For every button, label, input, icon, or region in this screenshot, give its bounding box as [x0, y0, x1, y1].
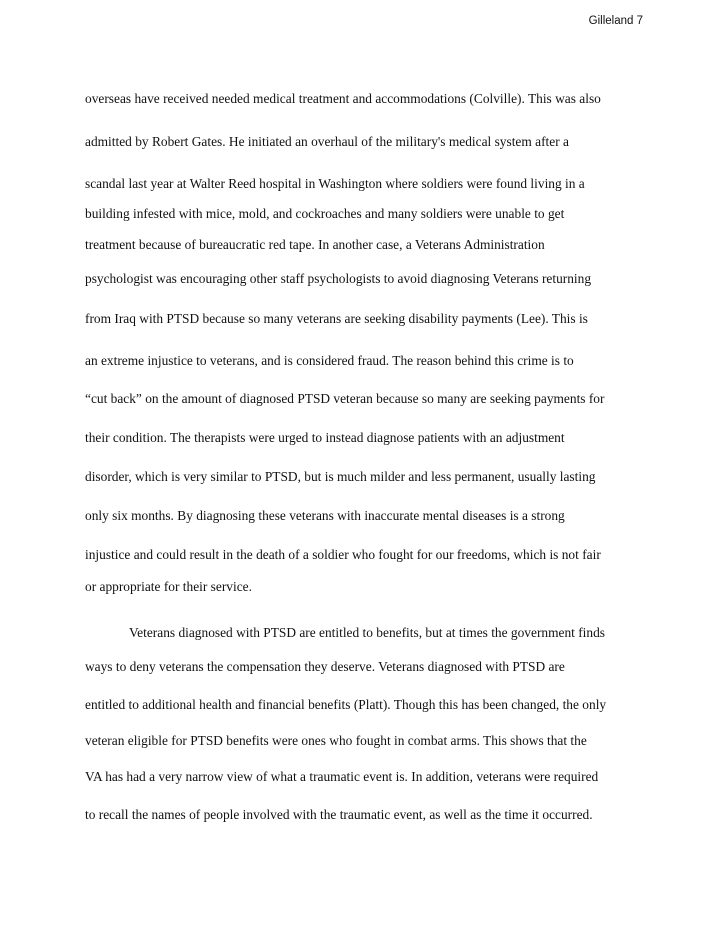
paragraph-1-line-7: from Iraq with PTSD because so many veterans are seeking disability payments (Lee). This is: [85, 311, 588, 326]
paragraph-2-line-2: ways to deny veterans the compensation they deserve. Veterans diagnosed with PTSD are: [85, 659, 565, 674]
paragraph-2-line-1: Veterans diagnosed with PTSD are entitled to benefits, but at times the government finds: [129, 625, 606, 640]
paragraph-2-line-4: veteran eligible for PTSD benefits were ones who fought in combat arms. This shows that the: [85, 733, 587, 748]
paragraph-1-line-2: admitted by Robert Gates. He initiated an overhaul of the military's medical system after a: [85, 134, 569, 149]
paragraph-1-line-9: “cut back” on the amount of diagnosed PTSD veteran because so many are seeking payments for: [85, 391, 605, 406]
paragraph-1-line-1: overseas have received needed medical treatment and accommodations (Colville). This was also: [85, 91, 601, 106]
paragraph-1-line-12: only six months. By diagnosing these veterans with inaccurate mental diseases is a strong: [85, 508, 565, 523]
paragraph-1-line-10: their condition. The therapists were urged to instead diagnose patients with an adjustment: [85, 430, 565, 445]
paragraph-1-line-8: an extreme injustice to veterans, and is considered fraud. The reason behind this crime is to: [85, 353, 574, 368]
paragraph-1-line-5: treatment because of bureaucratic red tape. In another case, a Veterans Administration: [85, 237, 545, 252]
paragraph-1-line-11: disorder, which is very similar to PTSD, but is much milder and less permanent, usually lasting: [85, 469, 596, 484]
paragraph-1-line-14: or appropriate for their service.: [85, 579, 252, 594]
running-head: Gilleland 7: [588, 15, 643, 27]
paragraph-2-line-5: VA has had a very narrow view of what a traumatic event is. In addition, veterans were required: [85, 769, 599, 784]
paragraph-2-line-6: to recall the names of people involved with the traumatic event, as well as the time it occurred.: [85, 807, 593, 822]
paragraph-1-line-3: scandal last year at Walter Reed hospital in Washington where soldiers were found living in a: [85, 176, 585, 191]
paragraph-1-line-13: injustice and could result in the death of a soldier who fought for our freedoms, which is not fair: [85, 547, 601, 562]
paragraph-2-line-3: entitled to additional health and financial benefits (Platt). Though this has been changed, the only: [85, 697, 607, 712]
paragraph-1-line-4: building infested with mice, mold, and cockroaches and many soldiers were unable to get: [85, 206, 565, 221]
paragraph-1-line-6: psychologist was encouraging other staff psychologists to avoid diagnosing Veterans returning: [85, 271, 592, 286]
